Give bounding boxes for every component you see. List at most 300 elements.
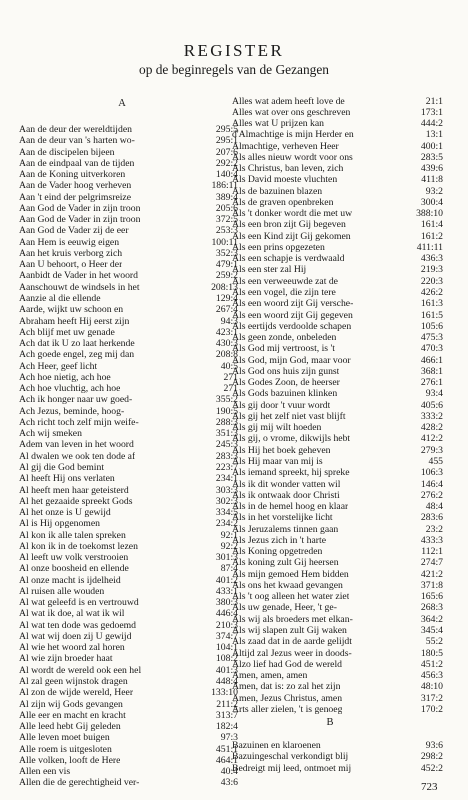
index-entry	[19, 417, 238, 428]
entry-reference: 380:3	[215, 597, 238, 609]
index-entry	[232, 591, 443, 602]
entry-reference: 439:6	[420, 163, 443, 175]
index-title: REGISTER	[183, 41, 285, 60]
entry-reference: 21:1	[425, 95, 443, 107]
index-entry	[19, 507, 238, 518]
entry-reference: 93:4	[425, 388, 443, 400]
entry-text: Als 't oog alleen het water ziet	[232, 591, 350, 603]
entry-reference: 173:1	[420, 106, 443, 118]
entry-text: Aanbidt de Vader in het woord	[19, 270, 139, 282]
index-entry	[19, 676, 238, 687]
index-entry	[232, 276, 443, 287]
index-entry	[19, 631, 238, 642]
entry-reference: 374:7	[215, 630, 238, 642]
section-letter-a: A	[118, 98, 126, 109]
entry-text: Aanschouwt de windsels in het	[19, 281, 140, 293]
index-entry	[232, 321, 443, 332]
entry-text: Aan de eindpaal van de tijden	[19, 157, 135, 169]
index-entry	[232, 535, 443, 546]
entry-reference: 351:3	[215, 428, 238, 440]
index-entry	[232, 400, 443, 411]
entry-text: Als een Kind zijt Gij gekomen	[232, 230, 351, 242]
index-entry	[232, 253, 443, 264]
entry-text: Als alles nieuw wordt voor ons	[232, 151, 353, 163]
index-entry	[19, 327, 238, 338]
entry-text: Als in de hemel hoog en klaar	[232, 501, 349, 513]
index-entry	[232, 524, 443, 535]
index-entry	[19, 777, 238, 788]
entry-text: Aan U behoort, o Heer der	[19, 259, 123, 271]
entry-reference: 133:10	[211, 687, 238, 699]
index-entry	[232, 670, 443, 681]
section-letter-b: B	[326, 717, 334, 728]
index-entry	[232, 219, 443, 230]
entry-text: Al wat ten dode was gedoemd	[19, 619, 137, 631]
index-entry	[232, 704, 443, 715]
index-entry	[232, 512, 443, 523]
entry-text: Aan God de Vader in zijn troon	[19, 214, 141, 226]
entry-reference: 283:3	[215, 450, 238, 462]
index-entry	[232, 298, 443, 309]
entry-reference: 92:2	[220, 540, 238, 552]
entry-text: Bazuinen en klaroenen	[232, 740, 321, 751]
index-entry	[19, 147, 238, 158]
index-entry	[232, 174, 443, 185]
index-entry	[232, 366, 443, 377]
index-entry	[19, 248, 238, 259]
entry-reference: 94:3	[220, 315, 238, 327]
index-entry	[19, 270, 238, 281]
entry-reference: 129:4	[215, 292, 238, 304]
entry-reference: 288:3	[215, 416, 238, 428]
index-entry	[19, 428, 238, 439]
entry-text: Als David moeste vluchten	[232, 174, 338, 186]
entry-text: Al leeft uw volk verstrooien	[19, 552, 129, 564]
entry-text: Als in het vorstelijke licht	[232, 512, 333, 524]
index-entry	[19, 552, 238, 563]
index-entry	[19, 406, 238, 417]
entry-reference: 186:11	[211, 180, 238, 192]
entry-text: Al heeft men haar geteisterd	[19, 484, 129, 496]
entry-reference: 428:2	[420, 422, 443, 434]
entry-text: Aan 't eind der pelgrimsreize	[19, 191, 132, 203]
index-entry	[19, 710, 238, 721]
entry-text: Al heeft Hij ons verlaten	[19, 473, 115, 485]
entry-text: Al kon ik in de toekomst lezen	[19, 540, 138, 552]
entry-reference: 146:4	[420, 478, 443, 490]
entry-reference: 464:1	[215, 754, 238, 766]
index-entry	[232, 433, 443, 444]
entry-text: Ach richt toch zelf mijn weife-	[19, 416, 139, 428]
entry-reference: 165:6	[420, 591, 443, 603]
entry-text: Al gij die God bemint	[19, 461, 105, 473]
index-entry	[19, 282, 238, 293]
entry-text: Adem van leven in het woord	[19, 439, 134, 451]
entry-reference: 389:4	[215, 191, 238, 203]
entry-text: Aan Hem is eeuwig eigen	[19, 236, 120, 248]
entry-text: Ach blijf met uw genade	[19, 326, 115, 338]
entry-text: Als wij als broeders met elkan-	[232, 613, 353, 625]
index-entry	[19, 518, 238, 529]
entry-text: Als een schapje is verdwaald	[232, 253, 345, 265]
index-entry	[232, 310, 443, 321]
entry-reference: 223:7	[215, 461, 238, 473]
entry-reference: 451:1	[215, 743, 238, 755]
index-entry	[19, 225, 238, 236]
entry-text: Alles wat U prijzen kan	[232, 118, 325, 130]
entry-reference: 302:3	[215, 495, 238, 507]
entry-reference: 205:6	[215, 202, 238, 214]
page-number: 723	[421, 781, 438, 793]
index-entry	[19, 203, 238, 214]
entry-reference: 292:2	[215, 157, 238, 169]
index-entry	[19, 192, 238, 203]
entry-reference: 100:11	[211, 236, 238, 248]
index-entry	[232, 118, 443, 129]
entry-text: Al zijn wij Gods gevangen	[19, 698, 123, 710]
entry-reference: 345:4	[420, 624, 443, 636]
index-entry	[19, 653, 238, 664]
entry-text: Als een ster zal Hij	[232, 264, 307, 276]
index-entry	[232, 152, 443, 163]
index-entry	[232, 141, 443, 152]
entry-reference: 220:3	[420, 275, 443, 287]
index-entry	[232, 411, 443, 422]
index-entry	[19, 563, 238, 574]
entry-reference: 259:2	[215, 270, 238, 282]
index-entry	[19, 158, 238, 169]
entry-reference: 105:6	[420, 320, 443, 332]
index-entry	[232, 569, 443, 580]
entry-text: Als Jezus zich in 't harte	[232, 534, 327, 546]
entry-text: Als zaad dat in de aarde gelijdt	[232, 636, 352, 648]
index-entry	[19, 642, 238, 653]
entry-reference: 180:5	[420, 647, 443, 659]
index-entry	[232, 107, 443, 118]
entry-text: Aan de Vader hoog verheven	[19, 180, 132, 192]
entry-reference: 451:2	[420, 658, 443, 670]
index-entry	[232, 659, 443, 670]
index-entry	[232, 467, 443, 478]
entry-reference: 40:5	[220, 360, 238, 372]
index-entry	[19, 124, 238, 135]
entry-text: Aan God de Vader zij de eer	[19, 225, 129, 237]
entry-reference: 43:6	[220, 777, 238, 789]
entry-reference: 182:4	[215, 721, 238, 733]
index-entry	[232, 377, 443, 388]
index-entry	[232, 479, 443, 490]
entry-reference: 444:2	[420, 118, 443, 130]
entry-reference: 161:5	[420, 309, 443, 321]
entry-text: Ach wij smeken	[19, 428, 82, 440]
entry-text: Aarde, wijkt uw schoon en	[19, 304, 124, 316]
index-entry	[19, 462, 238, 473]
entry-text: Als een prins opgezeten	[232, 241, 325, 253]
index-entry	[19, 608, 238, 619]
entry-reference: 207:6	[215, 146, 238, 158]
entry-reference: 455	[428, 456, 443, 467]
index-entry	[232, 445, 443, 456]
index-entry	[19, 304, 238, 315]
entry-text: Als een woord zijt Gij versche-	[232, 298, 354, 310]
entry-text: Als een vogel, die zijn tere	[232, 287, 336, 299]
entry-reference: 448:4	[215, 676, 238, 688]
entry-reference: 303:3	[215, 484, 238, 496]
entry-reference: 401:2	[215, 574, 238, 586]
entry-reference: 426:2	[420, 287, 443, 299]
entry-text: Als ik ontwaak door Christi	[232, 489, 340, 501]
entry-reference: 470:3	[420, 343, 443, 355]
entry-reference: 411:8	[421, 174, 443, 186]
entry-reference: 388:10	[416, 208, 443, 220]
entry-reference: 452:2	[420, 762, 443, 774]
entry-text: Ach goede engel, zeg mij dan	[19, 349, 135, 361]
index-entry	[19, 439, 238, 450]
index-entry	[19, 180, 238, 191]
entry-text: Al wat geleefd is en vertrouwd	[19, 597, 139, 609]
entry-text: Als koning zult Gij heersen	[232, 557, 339, 569]
entry-reference: 40:4	[220, 766, 238, 778]
index-entry	[19, 597, 238, 608]
entry-text: Als gij door 't vuur wordt	[232, 399, 331, 411]
index-entry	[19, 541, 238, 552]
entry-text: Ach dat ik U zo laat herkende	[19, 338, 135, 350]
index-entry	[232, 740, 443, 751]
entry-text: Amen, dat is: zo zal het zijn	[232, 681, 341, 693]
entry-reference: 317:2	[420, 692, 443, 704]
index-entry	[232, 693, 443, 704]
entry-text: Altijd zal Jezus weer in doods-	[232, 647, 352, 659]
entry-text: Als uw genade, Heer, 't ge-	[232, 602, 337, 614]
index-entry	[232, 231, 443, 242]
index-entry	[19, 451, 238, 462]
entry-reference: 234:2	[215, 518, 238, 530]
entry-reference: 104:1	[215, 642, 238, 654]
index-entry	[232, 264, 443, 275]
entry-text: Als eertijds verdoolde schapen	[232, 320, 352, 332]
index-entry	[232, 422, 443, 433]
index-entry	[232, 625, 443, 636]
entry-text: Als Gods bazuinen klinken	[232, 388, 338, 400]
entry-reference: 430:3	[215, 338, 238, 350]
index-entry	[19, 687, 238, 698]
entry-text: Aan het kruis verborg zich	[19, 247, 123, 259]
entry-text: Als Hij het boek geheven	[232, 444, 331, 456]
index-entry	[19, 214, 238, 225]
entry-text: Alle leed hebt Gij geleden	[19, 721, 121, 733]
index-entry	[19, 496, 238, 507]
entry-text: Alles wat adem heeft love de	[232, 95, 345, 107]
entry-reference: 210:3	[215, 619, 238, 631]
index-entry	[19, 169, 238, 180]
entry-text: Ach hoe nietig, ach hoe	[19, 371, 111, 383]
entry-text: Als een verweeuwde zat de	[232, 275, 338, 287]
entry-text: Al onze macht is ijdelheid	[19, 574, 121, 586]
index-entry	[232, 636, 443, 647]
index-entry	[19, 575, 238, 586]
entry-text: Als een woord zijt Gij gegeven	[232, 309, 353, 321]
entry-text: Al zal geen wijnstok dragen	[19, 676, 128, 688]
index-entry	[19, 349, 238, 360]
entry-reference: 211:2	[216, 698, 238, 710]
entry-reference: 475:3	[420, 332, 443, 344]
entry-text: Als God, mijn God, maar voor	[232, 354, 351, 366]
entry-reference: 55:2	[425, 636, 443, 648]
index-entry	[232, 546, 443, 557]
entry-reference: 140:4	[215, 169, 238, 181]
entry-text: Bazuingeschal verkondigt blij	[232, 751, 349, 763]
entry-reference: 23:2	[425, 523, 443, 535]
entry-text: Als ik dit wonder vatten wil	[232, 478, 341, 490]
entry-reference: 283:6	[420, 512, 443, 524]
entry-reference: 400:1	[420, 140, 443, 152]
entry-reference: 93:6	[425, 740, 443, 751]
index-entry	[19, 699, 238, 710]
entry-reference: 161:2	[420, 230, 443, 242]
entry-reference: 412:2	[420, 433, 443, 445]
entry-reference: 276:1	[420, 377, 443, 389]
entry-text: Al wat ik doe, al wat ik wil	[19, 608, 125, 620]
index-entry	[19, 372, 238, 383]
entry-reference: 334:5	[215, 507, 238, 519]
entry-reference: 368:1	[420, 365, 443, 377]
index-entry	[19, 586, 238, 597]
entry-text: Abraham heeft Hij eerst zijn	[19, 315, 130, 327]
entry-text: Ach ik honger naar uw goed-	[19, 394, 133, 406]
entry-text: Als God mij vertroost, is 't	[232, 343, 335, 355]
index-entry	[19, 293, 238, 304]
index-entry	[19, 394, 238, 405]
entry-text: Almachtige, verheven Heer	[232, 140, 339, 152]
entry-reference: 13:1	[425, 129, 443, 141]
entry-text: Aan God de Vader in zijn troon	[19, 202, 141, 214]
entry-text: Aan de deur der wereldtijden	[19, 124, 132, 135]
entry-reference: 161:3	[420, 298, 443, 310]
entry-text: Ach hoe vluchtig, ach hoe	[19, 383, 121, 395]
entry-reference: 405:6	[420, 399, 443, 411]
entry-reference: 208:8	[215, 349, 238, 361]
entry-reference: 423:1	[215, 326, 238, 338]
entry-text: Alle volken, looft de Here	[19, 754, 121, 766]
entry-text: Ach Jezus, beminde, hoog-	[19, 405, 125, 417]
entry-text: Al wordt de wereld ook een hel	[19, 664, 142, 676]
entry-text: Als wij slapen zult Gij waken	[232, 624, 347, 636]
entry-text: Amen, Jezus Christus, amen	[232, 692, 343, 704]
entry-reference: 433:1	[215, 585, 238, 597]
entry-reference: 112:1	[421, 546, 443, 558]
entry-text: Als Christus, ban leven, zich	[232, 163, 344, 175]
entry-reference: 271	[223, 383, 238, 395]
index-column-b	[232, 740, 443, 774]
entry-text: Al is Hij opgenomen	[19, 518, 100, 530]
entry-text: Ach Heer, geef licht	[19, 360, 98, 372]
index-entry	[232, 580, 443, 591]
entry-reference: 313:7	[215, 709, 238, 721]
entry-text: d'Almachtige is mijn Herder en	[232, 129, 354, 141]
index-entry	[232, 648, 443, 659]
entry-text: Alle roem is uitgesloten	[19, 743, 112, 755]
entry-reference: 411:11	[416, 241, 443, 253]
index-entry	[19, 665, 238, 676]
index-entry	[232, 763, 443, 774]
index-entry	[232, 681, 443, 692]
index-entry	[232, 557, 443, 568]
index-entry	[232, 242, 443, 253]
index-entry	[232, 602, 443, 613]
entry-reference: 355:2	[215, 394, 238, 406]
index-entry	[232, 208, 443, 219]
entry-reference: 161:4	[420, 219, 443, 231]
index-entry	[19, 620, 238, 631]
index-entry	[232, 197, 443, 208]
entry-reference: 295:1	[215, 135, 238, 147]
entry-text: Amen, amen, amen	[232, 670, 308, 682]
entry-text: Allen een vis	[19, 766, 71, 778]
index-entry	[232, 751, 443, 762]
index-entry	[19, 485, 238, 496]
entry-reference: 301:3	[215, 552, 238, 564]
index-entry	[232, 287, 443, 298]
entry-text: Als ons het kwaad gevangen	[232, 579, 343, 591]
entry-text: Als mijn gemoed Hem bidden	[232, 568, 349, 580]
entry-reference: 446:4	[215, 608, 238, 620]
entry-text: Als gij mij wilt hoeden	[232, 422, 322, 434]
entry-reference: 219:3	[420, 264, 443, 276]
entry-reference: 295:5	[215, 124, 238, 135]
index-entry	[19, 338, 238, 349]
entry-text: Al wie het woord zal horen	[19, 642, 125, 654]
index-entry	[19, 755, 238, 766]
entry-reference: 92:1	[220, 529, 238, 541]
entry-reference: 274:7	[420, 557, 443, 569]
entry-text: Als de bazuinen blazen	[232, 185, 323, 197]
index-entry	[232, 332, 443, 343]
entry-text: Al dwalen we ook ten dode af	[19, 450, 136, 462]
index-entry	[232, 490, 443, 501]
entry-reference: 234:1	[215, 473, 238, 485]
entry-text: Aan de Koning uitverkoren	[19, 169, 126, 181]
entry-reference: 352:3	[215, 247, 238, 259]
index-entry	[232, 388, 443, 399]
entry-reference: 456:3	[420, 670, 443, 682]
entry-reference: 253:3	[215, 225, 238, 237]
index-entry	[19, 316, 238, 327]
entry-text: Aan de discipelen bijeen	[19, 146, 115, 158]
index-column-right	[232, 96, 443, 716]
entry-text: Aan de deur van 's harten wo-	[19, 135, 135, 147]
index-entry	[19, 383, 238, 394]
index-entry	[232, 96, 443, 107]
entry-text: Als Jeruzalems tinnen gaan	[232, 523, 339, 535]
index-entry	[19, 530, 238, 541]
entry-reference: 364:2	[420, 613, 443, 625]
entry-text: Als Hij maar van mij is	[232, 456, 323, 467]
entry-text: Als Koning opgetreden	[232, 546, 323, 558]
entry-reference: 108:2	[215, 653, 238, 665]
entry-reference: 190:5	[215, 405, 238, 417]
index-entry	[232, 355, 443, 366]
index-entry	[19, 473, 238, 484]
entry-text: Allen die de gerechtigheid ver-	[19, 777, 140, 789]
entry-text: Al wat wij doen zij U gewijd	[19, 630, 132, 642]
entry-reference: 279:3	[420, 444, 443, 456]
entry-text: Als een bron zijt Gij begeven	[232, 219, 346, 231]
entry-reference: 421:2	[420, 568, 443, 580]
entry-reference: 276:2	[420, 489, 443, 501]
entry-reference: 208:13	[211, 281, 238, 293]
entry-reference: 87:4	[220, 563, 238, 575]
index-entry	[19, 721, 238, 732]
